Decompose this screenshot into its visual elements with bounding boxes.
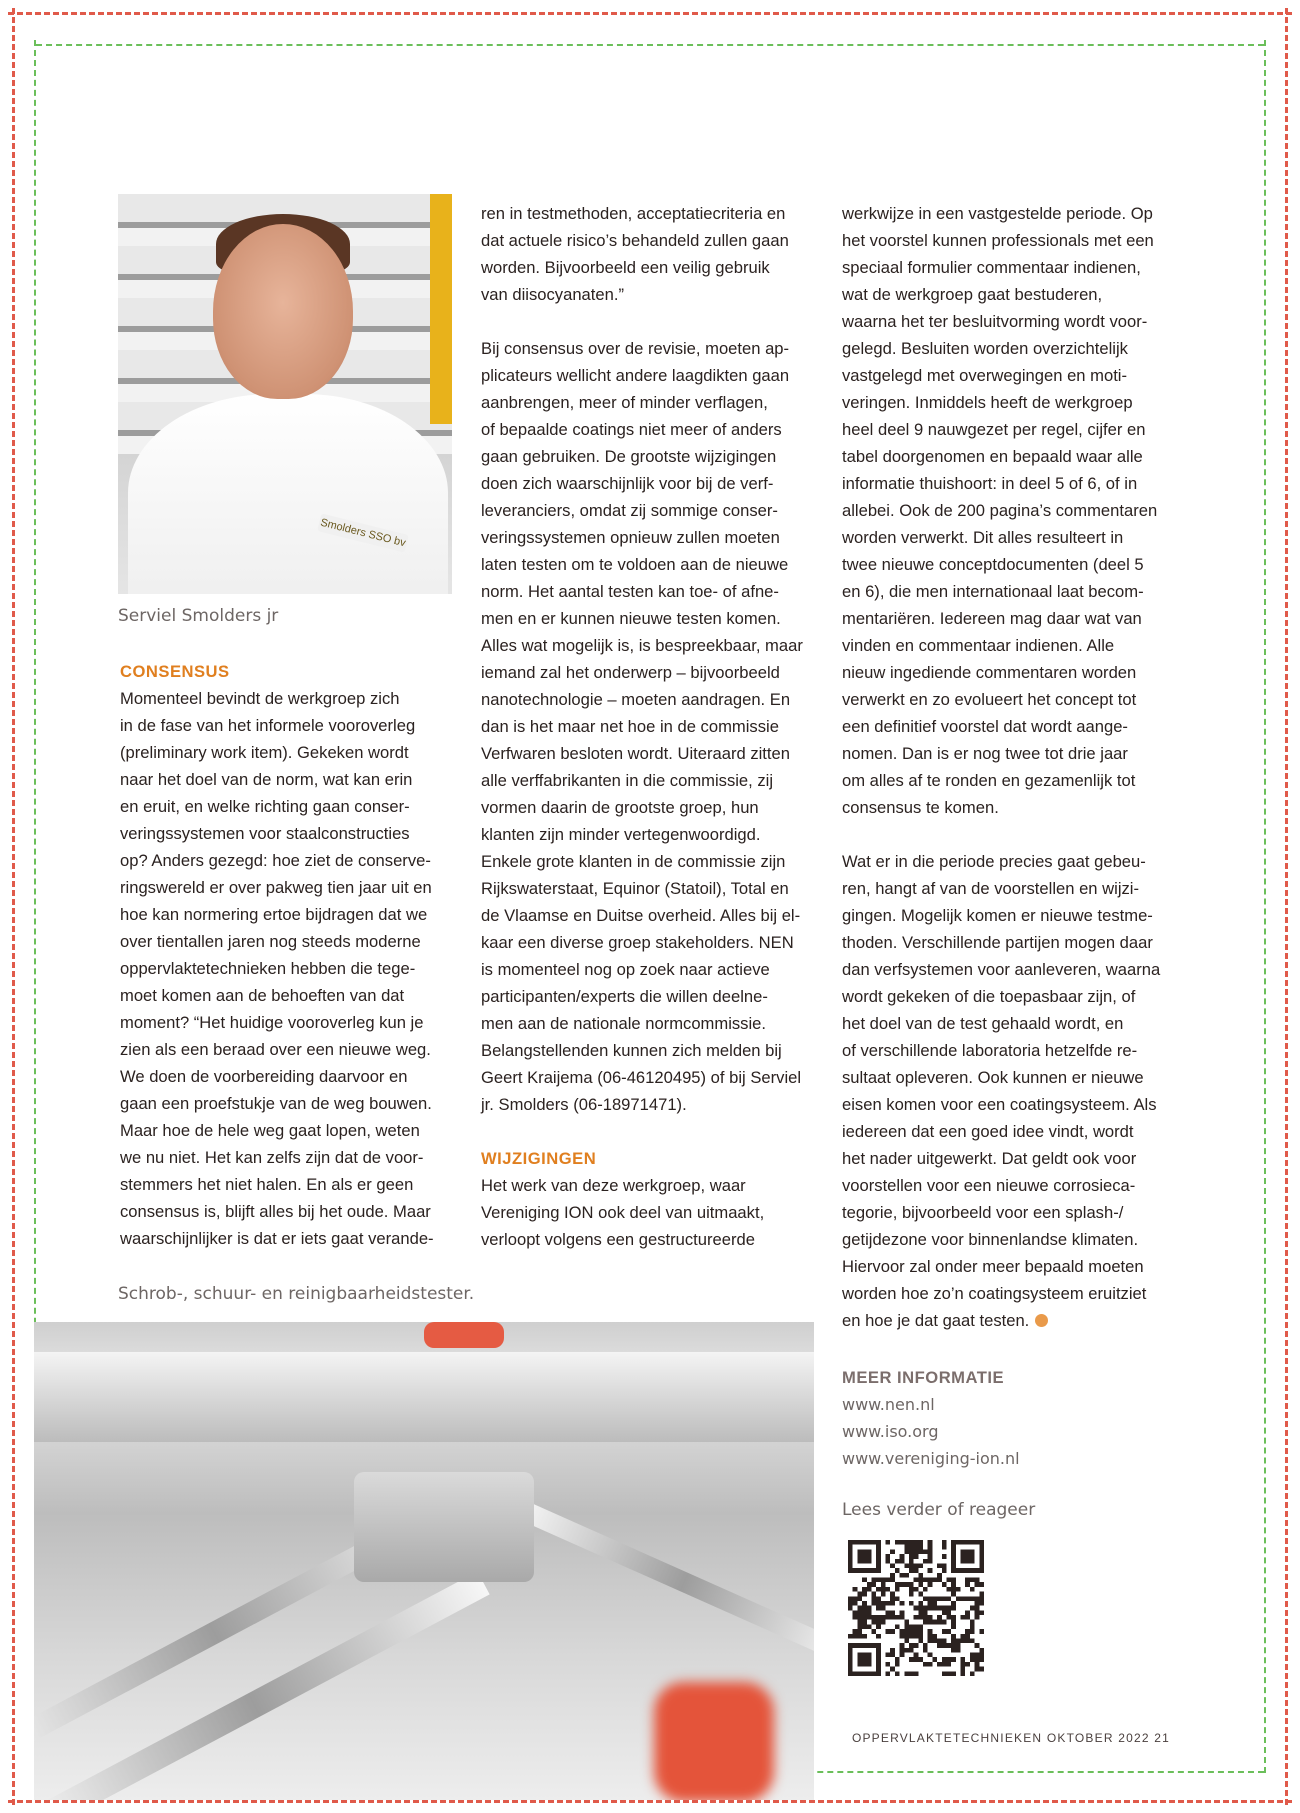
crop-mark-right <box>1285 8 1288 1805</box>
steel-crossbar <box>34 1352 814 1442</box>
column-3 <box>842 200 1182 1472</box>
paragraph: Momenteel bevindt de werkgroep zich in de fase van het informele vooroverleg (preliminary work item). Gekeken wordt naar het doel van de norm, wat kan erin en eruit, en welke richting gaan conser- veringssystemen voor staalconstructies op? Anders gezegd: hoe ziet de conserve- ringswereld er over pakweg tien jaar uit en hoe kan normering ertoe bijdragen dat we over tientallen jaren nog steeds moderne oppervlaktetechnieken hebben die tege- moet komen aan de behoeften van dat moment? “Het huidige vooroverleg kun je zien als een beraad over een nieuwe weg. We doen de voorbereiding daarvoor en gaan een proefstukje van de weg bouwen. Maar hoe de hele weg gaat lopen, weten we nu niet. Het kan zelfs zijn dat de voor- stemmers het niet halen. En als er geen consensus is, blijft alles bij het oude. Maar waarschijnlijker is dat er iets gaat verande- <box>120 689 434 1248</box>
machine-caption: Schrob-, schuur- en reinigbaarheidstester. <box>118 1284 475 1304</box>
paragraph <box>842 848 1182 1334</box>
read-more-label: Lees verder of reageer <box>842 1500 1036 1520</box>
link-iso[interactable]: www.iso.org <box>842 1422 939 1441</box>
paragraph: ren in testmethoden, acceptatiecriteria en dat actuele risico’s behandeld zullen gaan worden. Bijvoorbeeld een veilig gebruik van diisocyanaten.” <box>481 204 789 304</box>
red-blur <box>654 1682 774 1800</box>
link-nen[interactable]: www.nen.nl <box>842 1395 935 1414</box>
paragraph-text: Wat er in die periode precies gaat gebeu- ren, hangt af van de voorstellen en wijzi- gingen. Mogelijk komen er nieuwe testme- thoden. Verschillende partijen mogen daar dan verfsystemen voor aanleveren, waarna wordt gekeken of die toepasbaar zijn, of het doel van de test gehaald wordt, en of verschillende laboratoria hetzelfde re- sultaat opleveren. Ook kunnen er nieuwe eisen komen voor een coatingsysteem. Als iedereen dat een goed idee vindt, wordt het nader uitgewerkt. Dat geldt ook voor voorstellen voor een nieuwe corrosieca- tegorie, bijvoorbeeld voor een splash-/ getijdezone voor binnenlandse klimaten. Hiervoor zal onder meer bepaald moeten worden hoe zo’n coatingsysteem eruitziet en hoe je dat gaat testen. <box>842 852 1161 1330</box>
crop-mark-left <box>12 8 15 1805</box>
section-heading-consensus: CONSENSUS <box>120 662 230 681</box>
paragraph: Bij consensus over de revisie, moeten ap- plicateurs wellicht andere laagdikten gaan aanbrengen, meer of minder verflagen, of bepaalde coatings niet meer of anders gaan gebruiken. De grootste wijzigingen doen zich waarschijnlijk voor bij de verf- leveranciers, omdat zij sommige conser- veringssystemen opnieuw zullen moeten laten testen om te voldoen aan de nieuwe norm. Het aantal testen kan toe- of afne- men en er kunnen nieuwe testen komen. Alles wat mogelijk is, is bespreekbaar, maar iemand zal het onderwerp – bijvoorbeeld nanotechnologie – moeten aandragen. En dan is het maar net hoe in de commissie Verfwaren besloten wordt. Uiteraard zitten alle verffabrikanten in die commissie, zij vormen daarin de grootste groep, hun klanten zijn minder vertegenwoordigd. Enkele grote klanten in de commissie zijn Rijkswaterstaat, Equinor (Statoil), Total en de Vlaamse en Duitse overheid. Alles bij el- kaar een diverse groep stakeholders. NEN is momenteel nog op zoek naar actieve participanten/experts die willen deelne- men aan de nationale normcommissie. Belangstellenden kunnen zich melden bij Geert Kraijema (06-46120495) of bij Serviel jr. Smolders (06-18971471). <box>481 339 803 1114</box>
bleed-mark-right <box>1264 40 1266 1773</box>
qr-code-icon[interactable] <box>848 1540 984 1676</box>
crop-mark-top <box>8 12 1292 15</box>
column-2 <box>481 200 821 1253</box>
yellow-railing <box>430 194 452 424</box>
link-vereniging-ion[interactable]: www.vereniging-ion.nl <box>842 1449 1020 1468</box>
column-1 <box>120 658 460 1252</box>
section-heading-wijzigingen: WIJZIGINGEN <box>481 1149 597 1168</box>
red-cap <box>424 1322 504 1348</box>
test-block <box>354 1472 534 1582</box>
paragraph: Het werk van deze werkgroep, waar Vereniging ION ook deel van uitmaakt, verloopt volgens een gestructureerde <box>481 1176 765 1249</box>
meer-informatie-heading: MEER INFORMATIE <box>842 1368 1005 1387</box>
bleed-mark-top <box>36 44 1264 46</box>
rail <box>515 1500 814 1665</box>
crop-mark-bottom <box>8 1800 1292 1803</box>
face <box>213 224 353 399</box>
end-of-article-dot-icon <box>1035 1314 1048 1327</box>
shirt-logo: Smolders SSO bv <box>317 513 409 552</box>
white-shirt <box>128 394 448 594</box>
machine-photo <box>34 1322 814 1800</box>
paragraph: werkwijze in een vastgestelde periode. Op het voorstel kunnen professionals met een speciaal formulier commentaar indienen, wat de werkgroep gaat bestuderen, waarna het ter besluitvorming wordt voor- gelegd. Besluiten worden overzichtelijk vastgelegd met overwegingen en moti- veringen. Inmiddels heeft de werkgroep heel deel 9 nauwgezet per regel, cijfer en tabel doorgenomen en bepaald waar alle informatie thuishoort: in deel 5 of 6, of in allebei. Ook de 200 pagina’s commentaren worden verwerkt. Dit alles resulteert in twee nieuwe conceptdocumenten (deel 5 en 6), die men internationaal laat becom- mentariëren. Iedereen mag daar wat van vinden en commentaar indienen. Alle nieuw ingediende commentaren worden verwerkt en zo evolueert het concept tot een definitief voorstel dat wordt aange- nomen. Dan is er nog twee tot drie jaar om alles af te ronden en gezamenlijk tot consensus te komen. <box>842 204 1158 817</box>
portrait-caption: Serviel Smolders jr <box>118 606 279 626</box>
page-footer: OPPERVLAKTETECHNIEKEN OKTOBER 2022 21 <box>851 1731 1170 1745</box>
portrait-photo <box>118 194 452 594</box>
